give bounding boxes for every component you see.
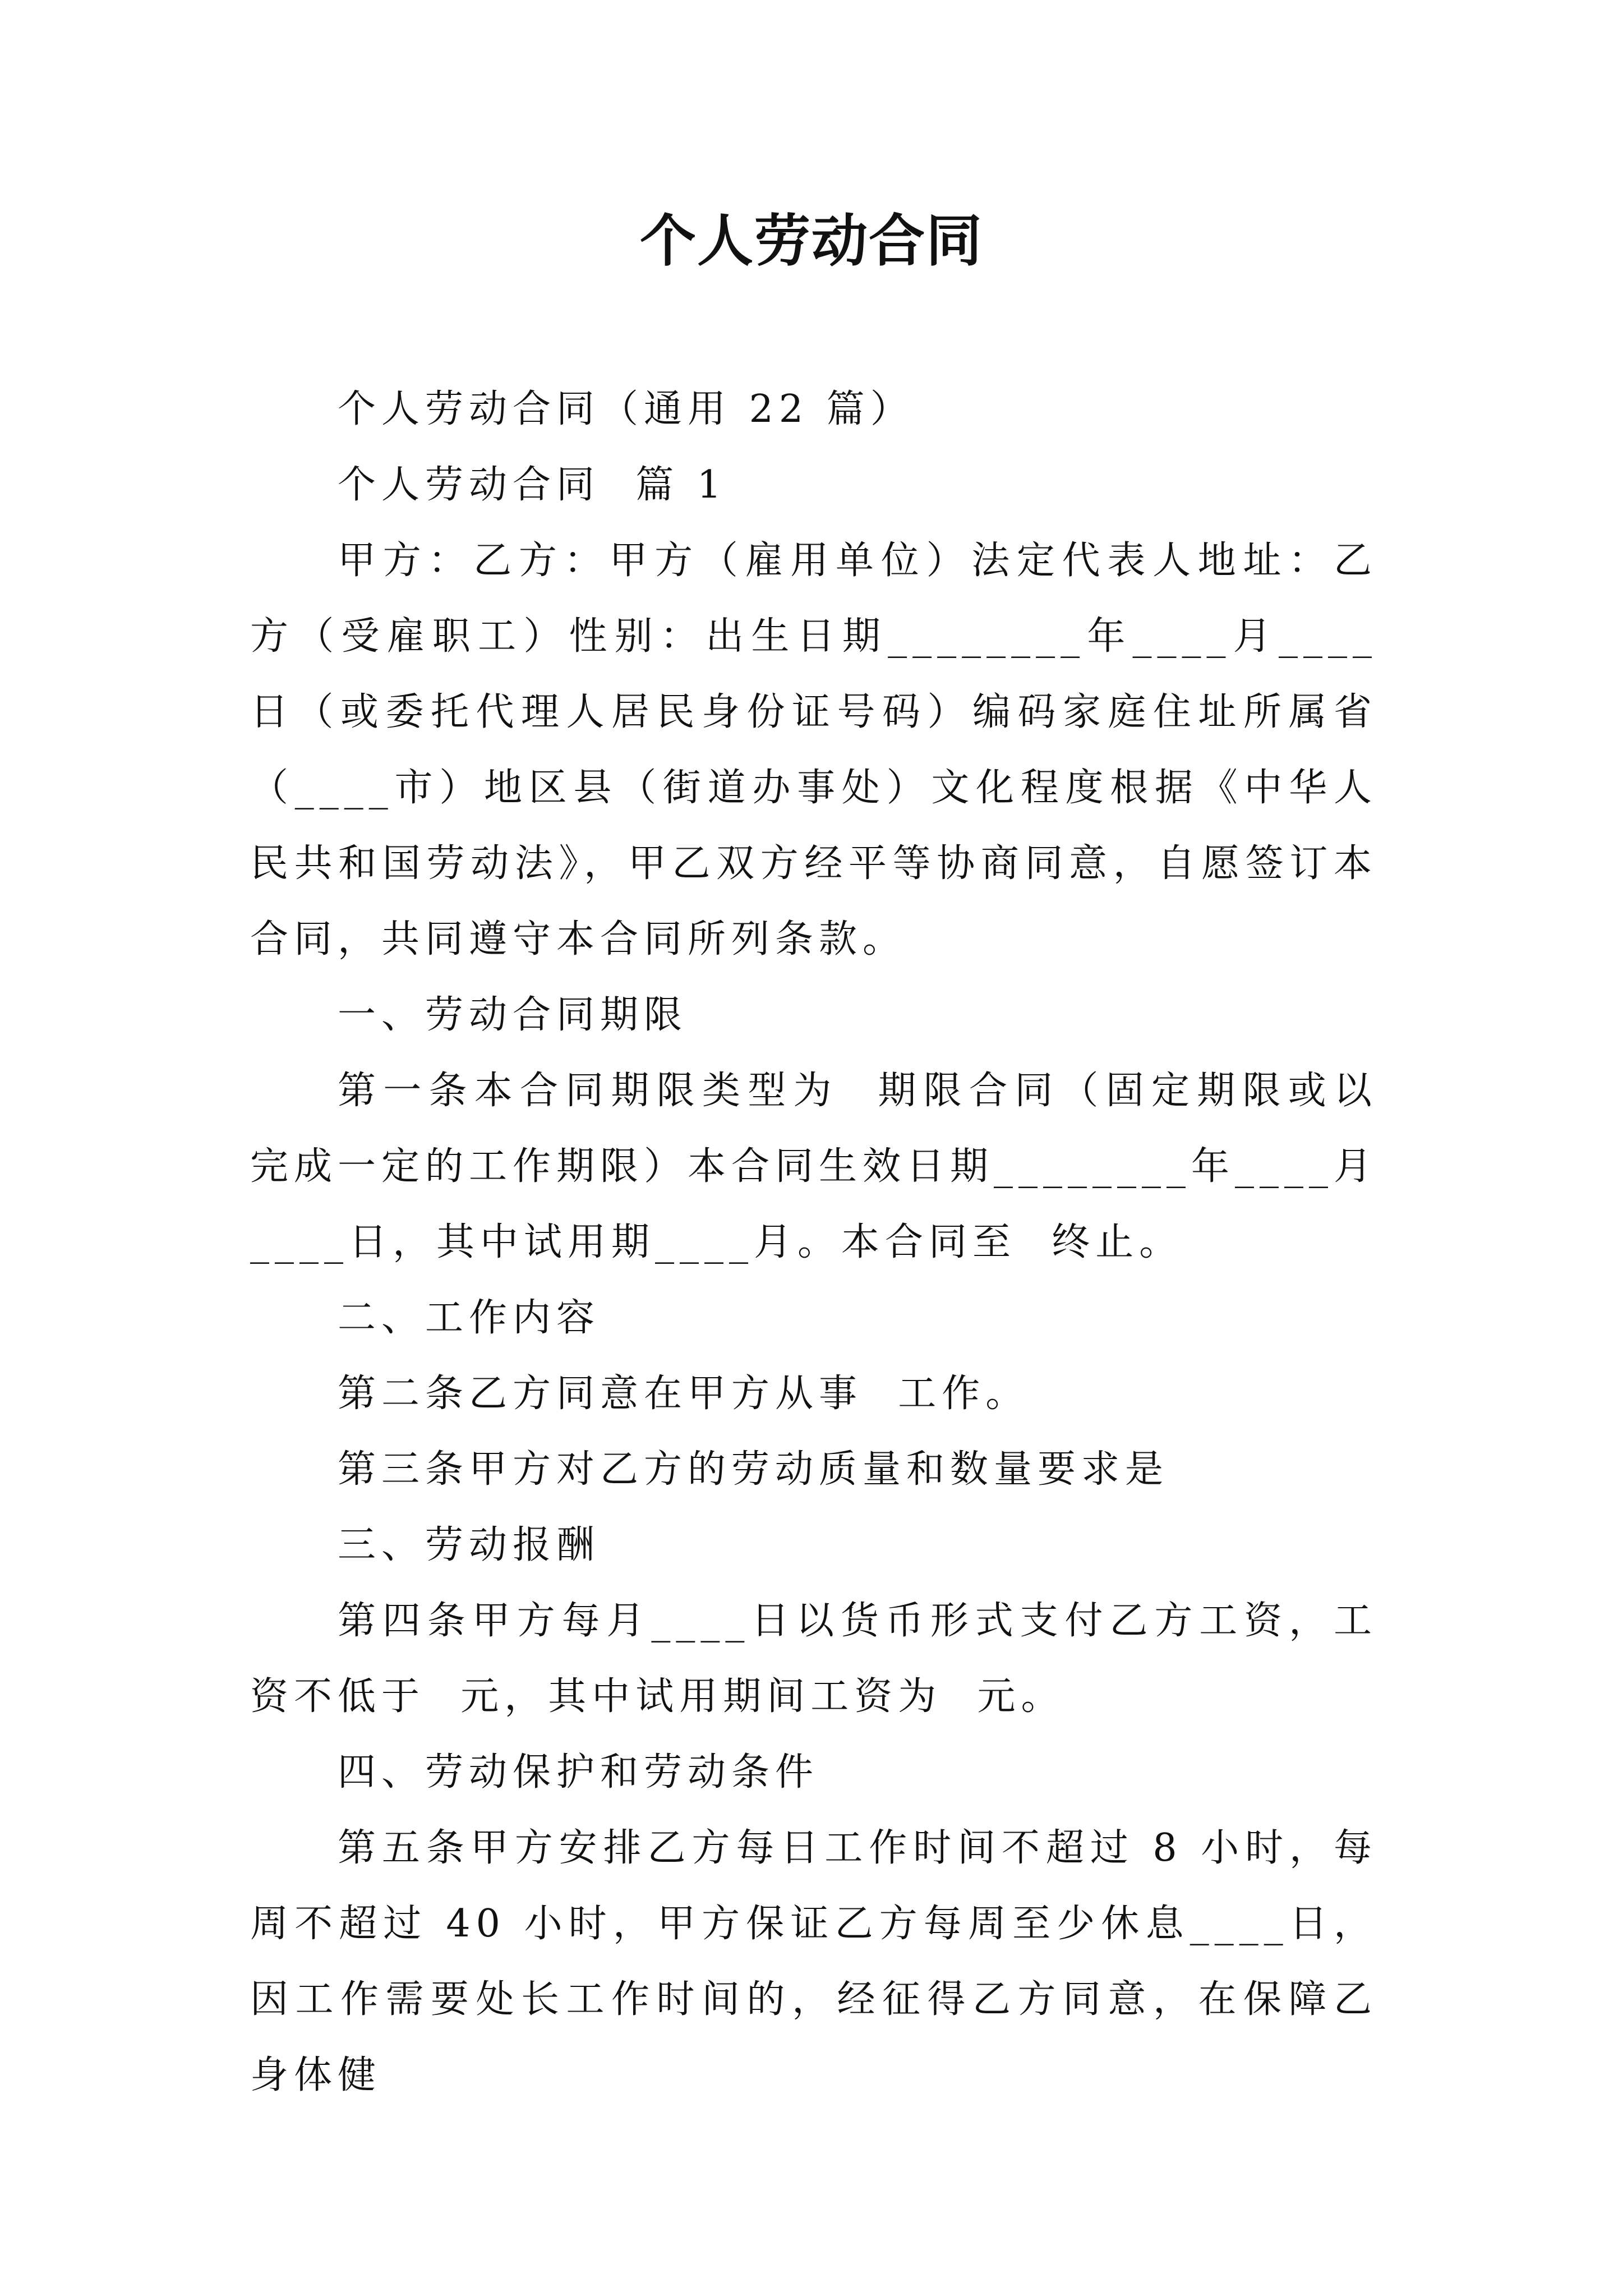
- heading-work-content: 二、工作内容: [338, 1296, 601, 1340]
- subtitle-paragraph: 个人劳动合同（通用 22 篇）: [338, 387, 914, 431]
- parties-paragraph: 甲方：乙方：甲方（雇用单位）法定代表人地址：乙方（受雇职工）性别：出生日期________年____月____日（或委托代理人居民身份证号码）编码家庭住址所属省（____市）地区县（街道办事处）文化程度根据《中华人民共和国劳动法》，甲乙双方经平等协商同意，自愿签订本合同，共同遵守本合同所列条款。: [250, 539, 1377, 961]
- article-1-paragraph: 第一条本合同期限类型为 期限合同（固定期限或以完成一定的工作期限）本合同生效日期________年____月____日，其中试用期____月。本合同至 终止。: [250, 1069, 1378, 1264]
- heading-remuneration: 三、劳动报酬: [338, 1523, 601, 1567]
- article-3-paragraph: 第三条甲方对乙方的劳动质量和数量要求是: [338, 1447, 1169, 1492]
- article-4-paragraph: 第四条甲方每月____日以货币形式支付乙方工资，工资不低于 元，其中试用期间工资为 元。: [250, 1599, 1377, 1719]
- document-title: 个人劳动合同: [640, 208, 983, 274]
- article-5-paragraph: 第五条甲方安排乙方每日工作时间不超过 8 小时，每周不超过 40 小时，甲方保证乙方每周至少休息____日，因工作需要处长工作时间的，经征得乙方同意，在保障乙身体健: [250, 1826, 1377, 2097]
- heading-labor-protection: 四、劳动保护和劳动条件: [338, 1750, 819, 1795]
- document-body: [250, 371, 1377, 2113]
- article-2-paragraph: 第二条乙方同意在甲方从事 工作。: [338, 1372, 1030, 1416]
- heading-contract-term: 一、劳动合同期限: [338, 993, 688, 1037]
- section-heading-part-1: 个人劳动合同 篇 1: [338, 463, 727, 507]
